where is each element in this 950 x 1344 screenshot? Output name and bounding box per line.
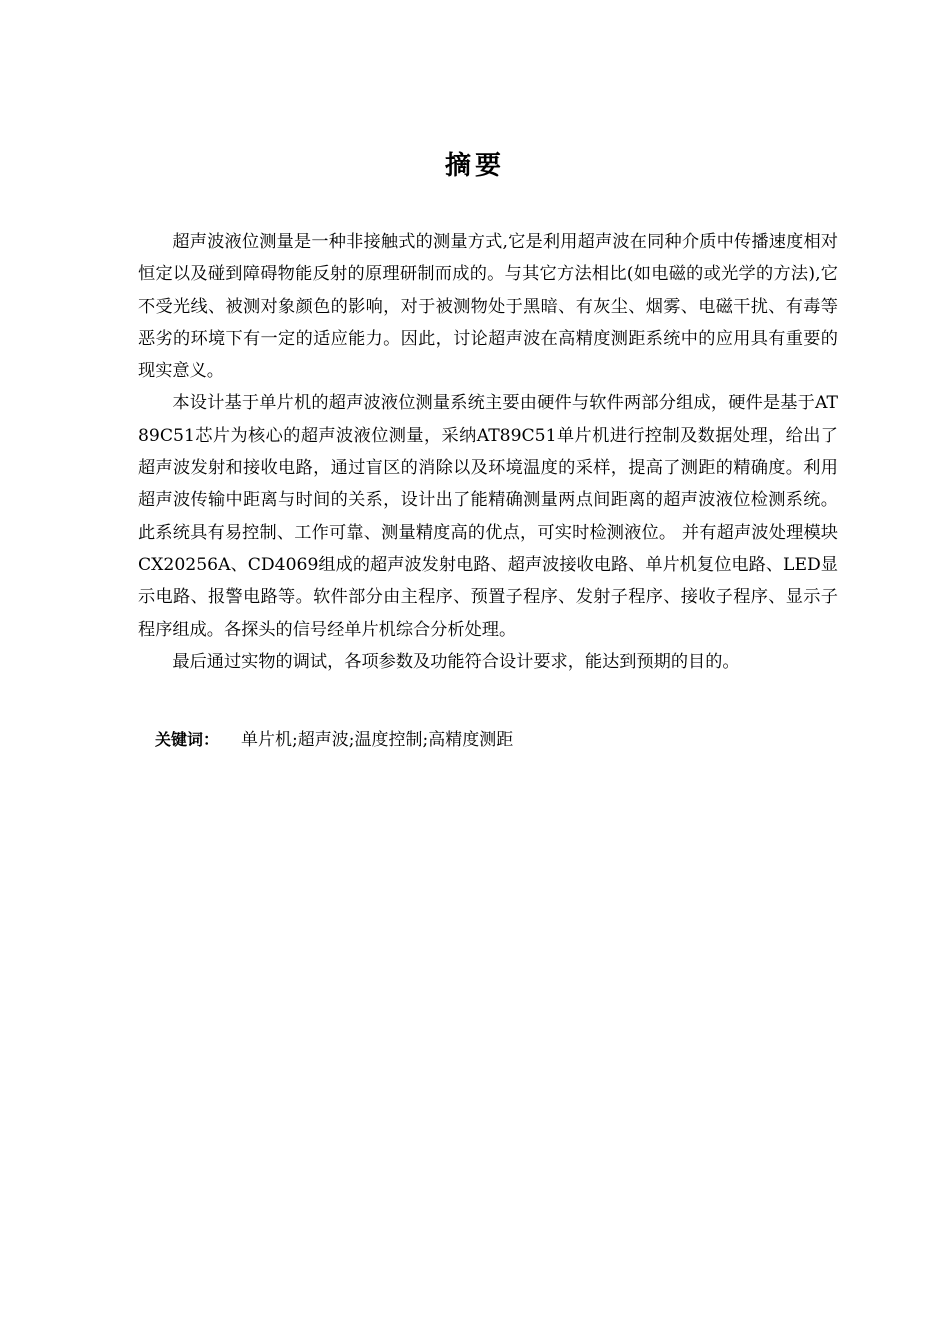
paragraph-intro: 超声波液位测量是一种非接触式的测量方式,它是利用超声波在同种介质中传播速度相对恒定以及碰到障碍物能反射的原理研制而成的。与其它方法相比(如电磁的或光学的方法),它不受光线、被测对象颜色的影响，对于被测物处于黑暗、有灰尘、烟雾、电磁干扰、有毒等恶劣的环境下有一定的适应能力。因此，讨论超声波在高精度测距系统中的应用具有重要的现实意义。	[138, 232, 838, 382]
keywords-value: 单片机;超声波;温度控制;高精度测距	[241, 730, 514, 750]
abstract-body	[138, 226, 838, 678]
keywords-label: 关键词：	[155, 730, 220, 749]
page-title: 摘要	[444, 151, 505, 181]
paragraph-design: 本设计基于单片机的超声波液位测量系统主要由硬件与软件两部分组成，硬件是基于AT89C51芯片为核心的超声波液位测量，采纳AT89C51单片机进行控制及数据处理，给出了超声波发射和接收电路，通过盲区的消除以及环境温度的采样，提高了测距的精确度。利用超声波传输中距离与时间的关系，设计出了能精确测量两点间距离的超声波液位检测系统。此系统具有易控制、工作可靠、测量精度高的优点，可实时检测液位。 并有超声波处理模块CX20256A、CD4069组成的超声波发射电路、超声波接收电路、单片机复位电路、LED显示电路、报警电路等。软件部分由主程序、预置子程序、发射子程序、接收子程序、显示子程序组成。各探头的信号经单片机综合分析处理。	[138, 393, 838, 640]
paragraph-conclusion: 最后通过实物的调试，各项参数及功能符合设计要求，能达到预期的目的。	[172, 651, 740, 672]
keywords-line	[155, 724, 845, 756]
